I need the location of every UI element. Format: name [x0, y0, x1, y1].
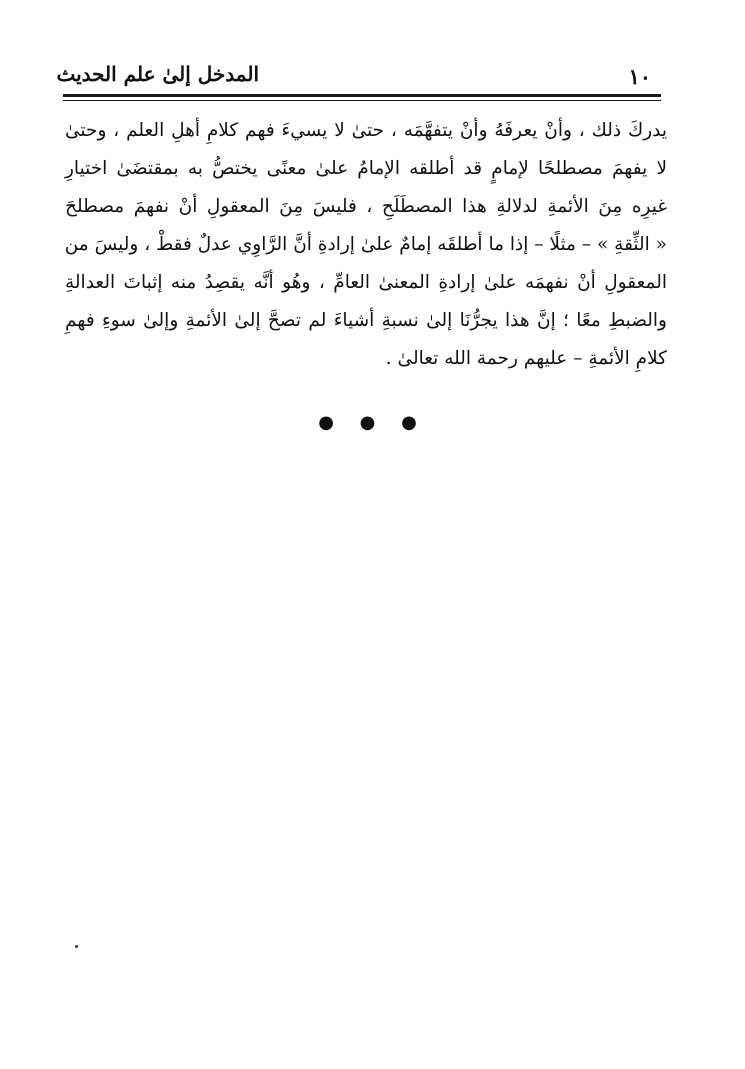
- text-line: كلامِ الأئمةِ – عليهم رحمة الله تعالىٰ .: [385, 348, 667, 369]
- section-end-ornament: ● ● ●: [318, 412, 427, 433]
- body-text: [65, 112, 667, 378]
- page-header: [56, 60, 661, 94]
- text-line: يدركَ ذلك ، وأنْ يعرفَهُ وأنْ يتفهَّمَه ، حتىٰ لا يسيءَ فهم كلامِ أهلِ العلم ، وحتىٰ: [65, 120, 667, 141]
- running-title: المدخل إلىٰ علم الحديث: [56, 62, 259, 86]
- header-rule-thick: [63, 94, 661, 97]
- text-line: غيرِه مِنَ الأئمةِ لدلالةِ هذا المصطَلَحِ ، فليسَ مِنَ المعقولِ أنْ نفهمَ مصطلحَ: [65, 196, 667, 217]
- text-line: « الثِّقةِ » – مثلًا – إذا ما أطلقَه إمامٌ علىٰ إرادةِ أنَّ الرَّاوِي عدلٌ فقطْ ، وليسَ من: [64, 234, 667, 255]
- text-line: المعقولِ أنْ نفهمَه علىٰ إرادةِ المعنىٰ العامِّ ، وهُو أنَّه يقصِدُ منه إثباتَ العدالةِ: [65, 272, 667, 293]
- scan-speck: [75, 945, 78, 948]
- page-number: ١٠: [628, 64, 651, 89]
- text-line: لا يفهمَ مصطلحًا لإمامٍ قد أطلقه الإمامُ علىٰ معنًى يختصُّ به بمقتضَىٰ اختيارِ: [65, 158, 667, 179]
- text-line: والضبطِ معًا ؛ إنَّ هذا يجرُّنَا إلىٰ نسبةِ أشياءَ لم تصحَّ إلىٰ الأئمةِ وإلىٰ سوءِ فهمِ: [65, 310, 667, 331]
- header-rule-thin: [63, 100, 661, 101]
